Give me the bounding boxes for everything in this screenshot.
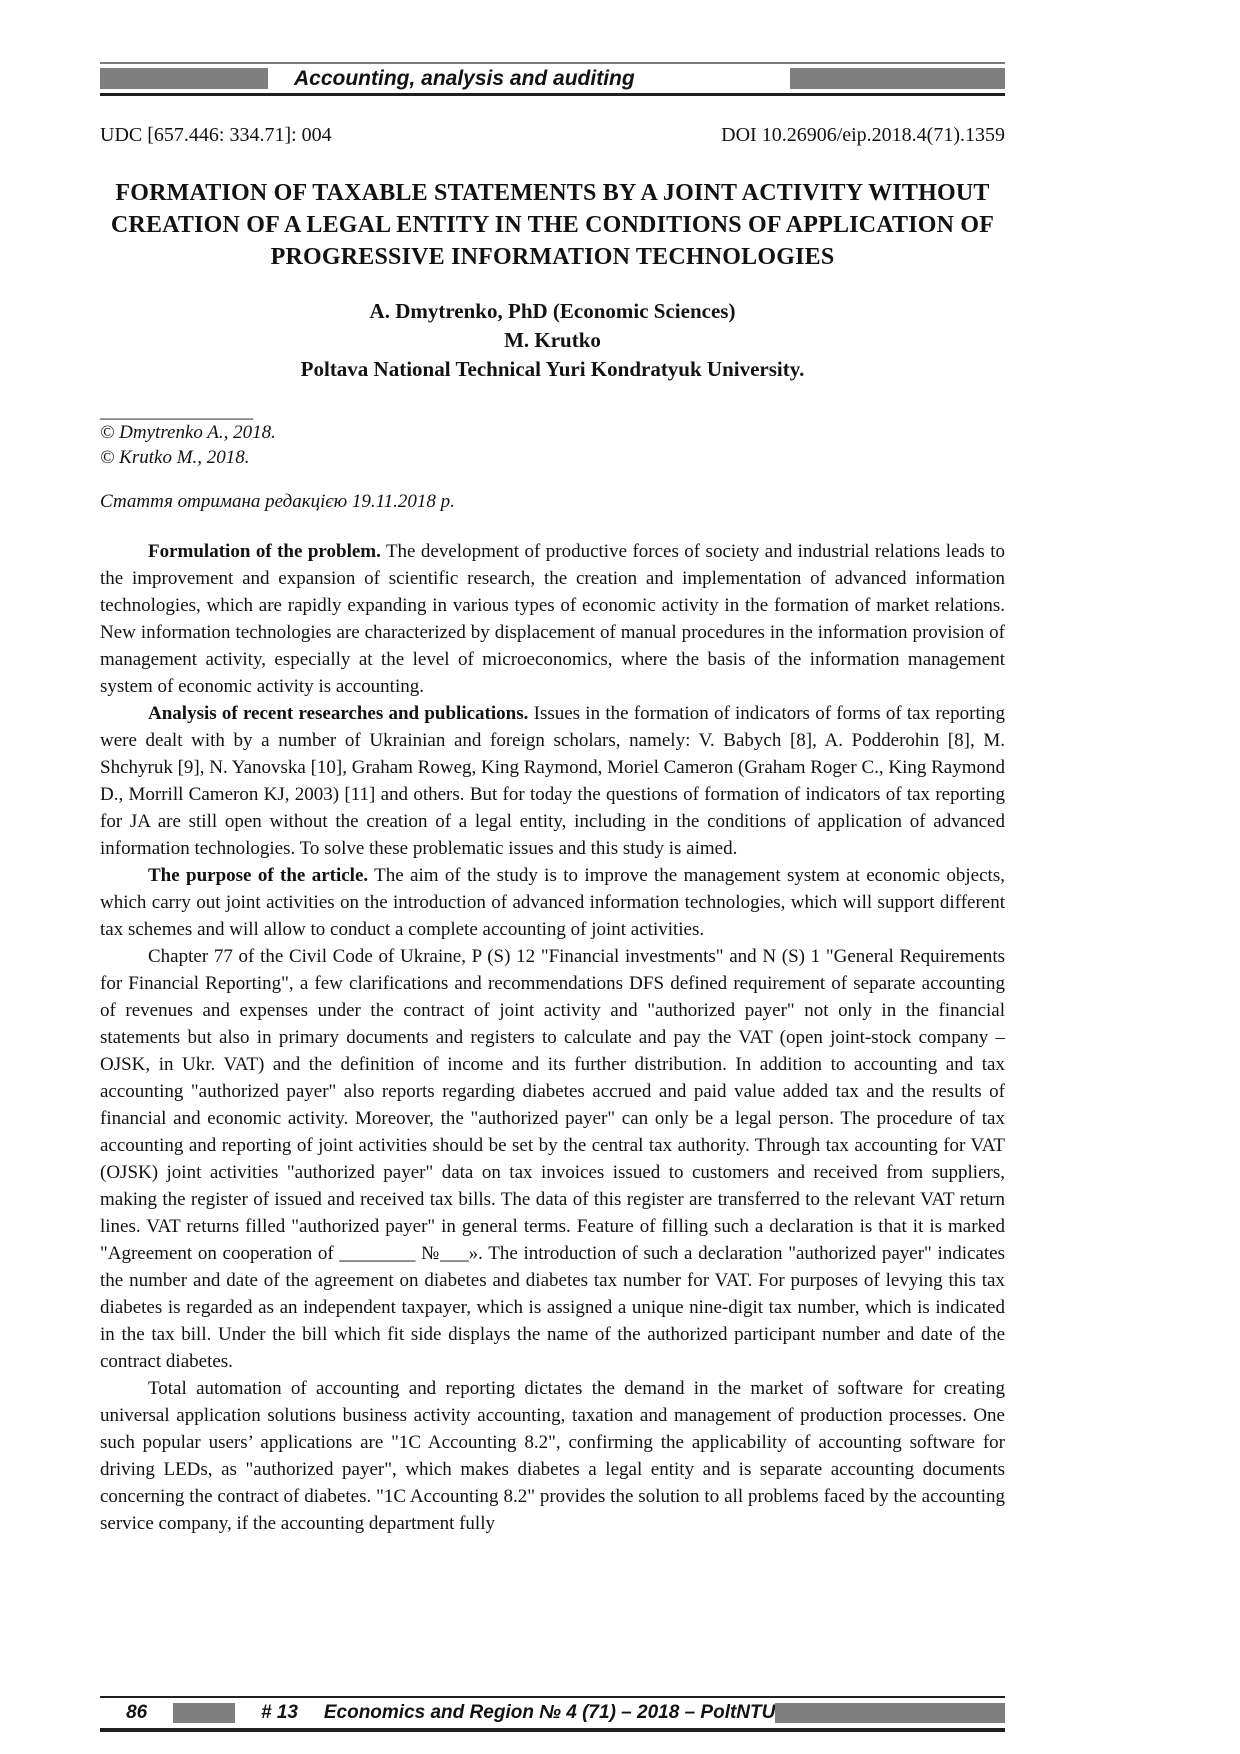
- copyright-line-1: © Dmytrenko A., 2018.: [100, 422, 276, 443]
- doi-code: DOI 10.26906/eip.2018.4(71).1359: [721, 124, 1005, 146]
- body-paragraph: [100, 943, 1005, 1375]
- journal-section-title: Accounting, analysis and auditing: [294, 66, 635, 90]
- header-row: [100, 65, 1005, 92]
- running-head: [100, 62, 1005, 96]
- footer-bottom-rule: [100, 1728, 1005, 1732]
- footer-row: [100, 1698, 1005, 1728]
- authors-block: [100, 297, 1005, 384]
- journal-footer-line: Economics and Region № 4 (71) – 2018 – PoltNTU: [323, 1702, 776, 1723]
- copyright-line-2: © Krutko M., 2018.: [100, 447, 250, 468]
- udc-code: UDC [657.446: 334.71]: 004: [100, 124, 332, 146]
- header-bottom-rule: [100, 93, 1005, 96]
- footer-left-bar: [173, 1703, 235, 1723]
- copyright-separator: _________________: [100, 401, 253, 421]
- copyright-block: [100, 402, 1005, 470]
- header-left-bar: [100, 68, 268, 89]
- footer-right-bar: [775, 1703, 1005, 1723]
- body-paragraph: [100, 862, 1005, 943]
- issue-number: # 13: [260, 1702, 298, 1723]
- author-line-1: A. Dmytrenko, PhD (Economic Sciences): [369, 299, 736, 323]
- author-line-2: M. Krutko: [504, 328, 601, 352]
- body-paragraph: [100, 1375, 1005, 1537]
- paragraph-text: The development of productive forces of society and industrial relations leads to the improvement and expansion of scientific research, the creation and implementation of advanced information technologies, which are rapidly expanding in various types of economic activity in the formation of market relations. New information technologies are characterized by displacement of manual procedures in the information provision of management activity, especially at the level of microeconomics, where the basis of the information management system of economic activity is accounting.: [100, 541, 1005, 697]
- paragraph-text: Chapter 77 of the Civil Code of Ukraine, P (S) 12 "Financial investments" and N (S) 1 "General Requirements for Financial Reporting", a few clarifications and recommendations DFS defined requirement of separate accounting of revenues and expenses under the contract of joint activity and "authorized payer" not only in the financial statements but also in primary documents and registers to calculate and pay the VAT (open joint-stock company – OJSK, in Ukr. VAT) and the definition of income and its further distribution. In addition to accounting and tax accounting "authorized payer" also reports regarding diabetes accrued and paid value added tax and the results of financial and economic activity. Moreover, the "authorized payer" can only be a legal person. The procedure of tax accounting and reporting of joint activities should be set by the central tax authority. Through tax accounting for VAT (OJSK) joint activities "authorized payer" data on tax invoices issued to customers and received from suppliers, making the register of issued and received tax bills. The data of this register are transferred to the relevant VAT return lines. VAT returns filled "authorized payer" in general terms. Feature of filling such a declaration is that it is marked "Agreement on cooperation of ________ №___». The introduction of such a declaration "authorized payer" indicates the number and date of the agreement on diabetes and diabetes tax number for VAT. For purposes of levying this tax diabetes is regarded as an independent taxpayer, which is assigned a unique nine-digit tax number, which is indicated in the tax bill. Under the bill which fit side displays the name of the authorized participant number and date of the contract diabetes.: [100, 946, 1005, 1372]
- page-number: 86: [126, 1702, 148, 1723]
- page-content: [100, 0, 1005, 1537]
- paragraph-heading: Analysis of recent researches and publications.: [148, 703, 529, 724]
- received-date: Стаття отримана редакцією 19.11.2018 р.: [100, 491, 455, 512]
- body-paragraph: [100, 538, 1005, 700]
- page-footer: [100, 1690, 1005, 1732]
- body-paragraph: [100, 700, 1005, 862]
- affiliation: Poltava National Technical Yuri Kondratyuk University.: [300, 357, 805, 381]
- article-title: FORMATION OF TAXABLE STATEMENTS BY A JOINT ACTIVITY WITHOUT CREATION OF A LEGAL ENTITY IN THE CONDITIONS OF APPLICATION OF PROGRESSIVE INFORMATION TECHNOLOGIES: [110, 180, 995, 270]
- paragraph-text: Total automation of accounting and reporting dictates the demand in the market of software for creating universal application solutions business activity accounting, taxation and management of production processes. One such popular users’ applications are "1C Accounting 8.2", confirming the applicability of accounting software for driving LEDs, as "authorized payer", which makes diabetes a legal entity and is separate accounting documents concerning the contract of diabetes. "1C Accounting 8.2" provides the solution to all problems faced by the accounting service company, if the accounting department fully: [100, 1378, 1005, 1534]
- article-body: [100, 538, 1005, 1537]
- paragraph-heading: Formulation of the problem.: [148, 541, 381, 562]
- header-top-rule: [100, 62, 1005, 64]
- paragraph-heading: The purpose of the article.: [148, 865, 369, 886]
- paragraph-text: The aim of the study is to improve the management system at economic objects, which carry out joint activities on the introduction of advanced information technologies, which will support different tax schemes and will allow to conduct a complete accounting of joint activities.: [100, 865, 1005, 940]
- meta-row: [100, 124, 1005, 147]
- paragraph-text: Issues in the formation of indicators of forms of tax reporting were dealt with by a number of Ukrainian and foreign scholars, namely: V. Babych [8], A. Podderohin [8], M. Shchyruk [9], N. Yanovska [10], Graham Roweg, King Raymond, Moriel Cameron (Graham Roger C., King Raymond D., Morrill Cameron KJ, 2003) [11] and others. But for today the questions of formation of indicators of tax reporting for JA are still open without the creation of a legal entity, including in the conditions of application of advanced information technologies. To solve these problematic issues and this study is aimed.: [100, 703, 1006, 859]
- header-right-bar: [790, 68, 1005, 89]
